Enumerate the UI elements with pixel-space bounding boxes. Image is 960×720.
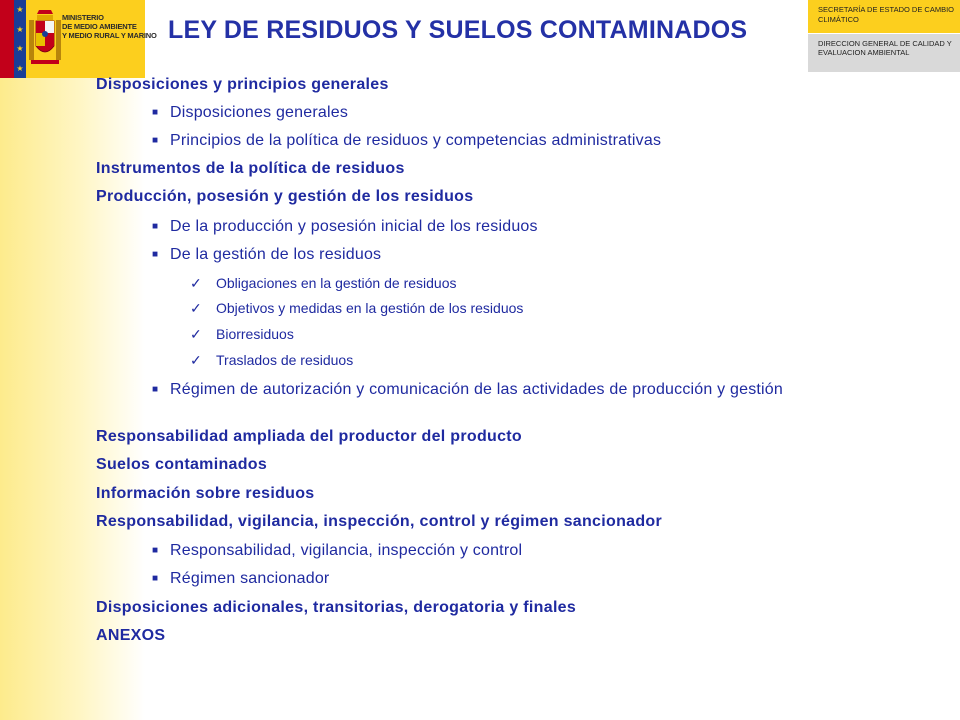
outline-text: Biorresiduos — [216, 326, 294, 342]
direccion-label: DIRECCION GENERAL DE CALIDAD Y EVALUACION AMBIENTAL — [818, 39, 952, 57]
outline-text: Información sobre residuos — [96, 485, 315, 502]
outline-text: Traslados de residuos — [216, 352, 354, 368]
outline-subsubitem — [190, 326, 294, 343]
eu-star-icon: ★ — [16, 5, 24, 15]
square-bullet-icon: ■ — [152, 107, 159, 118]
outline-subitem — [152, 380, 950, 399]
eu-star-icon: ★ — [16, 24, 24, 34]
outline-subsubitem — [190, 352, 353, 369]
outline-text: Régimen sancionador — [170, 570, 330, 587]
outline-subitem — [152, 104, 348, 122]
ministry-line: Y MEDIO RURAL Y MARINO — [62, 31, 157, 40]
square-bullet-icon: ■ — [152, 249, 159, 260]
outline-text: Régimen de autorización y comunicación de las actividades de producción y gestión — [170, 381, 783, 398]
ministry-line: DE MEDIO AMBIENTE — [62, 22, 137, 31]
outline-heading — [96, 188, 473, 206]
outline-heading — [96, 599, 576, 617]
outline-text: Principios de la política de residuos y competencias administrativas — [170, 132, 662, 149]
square-bullet-icon: ■ — [152, 573, 159, 584]
outline-heading — [96, 513, 662, 531]
outline-subitem — [152, 570, 329, 588]
outline-text: Disposiciones generales — [170, 104, 349, 121]
outline-text: Disposiciones y principios generales — [96, 76, 389, 93]
checkmark-icon: ✓ — [190, 275, 202, 291]
outline-heading — [96, 76, 389, 94]
eu-star-icon: ★ — [16, 44, 24, 54]
secretaria-label: SECRETARÍA DE ESTADO DE CAMBIO CLIMÁTICO — [818, 5, 954, 24]
outline-subitem — [152, 132, 661, 150]
square-bullet-icon: ■ — [152, 545, 159, 556]
outline-text: Objetivos y medidas en la gestión de los residuos — [216, 300, 524, 316]
outline-heading — [96, 160, 405, 178]
ministry-line: MINISTERIO — [62, 13, 104, 22]
square-bullet-icon: ■ — [152, 221, 159, 232]
outline-text: Suelos contaminados — [96, 456, 268, 473]
eu-star-icon: ★ — [16, 63, 24, 73]
outline-heading — [96, 456, 267, 474]
checkmark-icon: ✓ — [190, 352, 202, 368]
outline-subsubitem — [190, 300, 523, 317]
outline-heading — [96, 485, 315, 503]
checkmark-icon: ✓ — [190, 326, 202, 342]
outline-text: De la gestión de los residuos — [170, 246, 382, 263]
outline-subitem — [152, 542, 522, 560]
checkmark-icon: ✓ — [190, 300, 202, 316]
outline-subitem — [152, 218, 538, 236]
page-title: LEY DE RESIDUOS Y SUELOS CONTAMINADOS — [168, 16, 748, 44]
outline-text: Producción, posesión y gestión de los residuos — [96, 188, 474, 205]
outline-text: Responsabilidad ampliada del productor del producto — [96, 428, 523, 445]
outline-subitem — [152, 246, 381, 264]
outline-text: Responsabilidad, vigilancia, inspección, control y régimen sancionador — [96, 513, 663, 530]
square-bullet-icon: ■ — [152, 135, 159, 146]
outline-text: Instrumentos de la política de residuos — [96, 160, 405, 177]
outline-text: De la producción y posesión inicial de los residuos — [170, 218, 538, 235]
square-bullet-icon: ■ — [152, 384, 159, 395]
outline-text: Responsabilidad, vigilancia, inspección y control — [170, 542, 523, 559]
outline-heading — [96, 428, 522, 446]
outline-text: Disposiciones adicionales, transitorias, derogatoria y finales — [96, 599, 577, 616]
outline-heading — [96, 627, 165, 645]
outline-text: ANEXOS — [96, 627, 166, 644]
outline-text: Obligaciones en la gestión de residuos — [216, 275, 457, 291]
outline-subsubitem — [190, 275, 457, 292]
